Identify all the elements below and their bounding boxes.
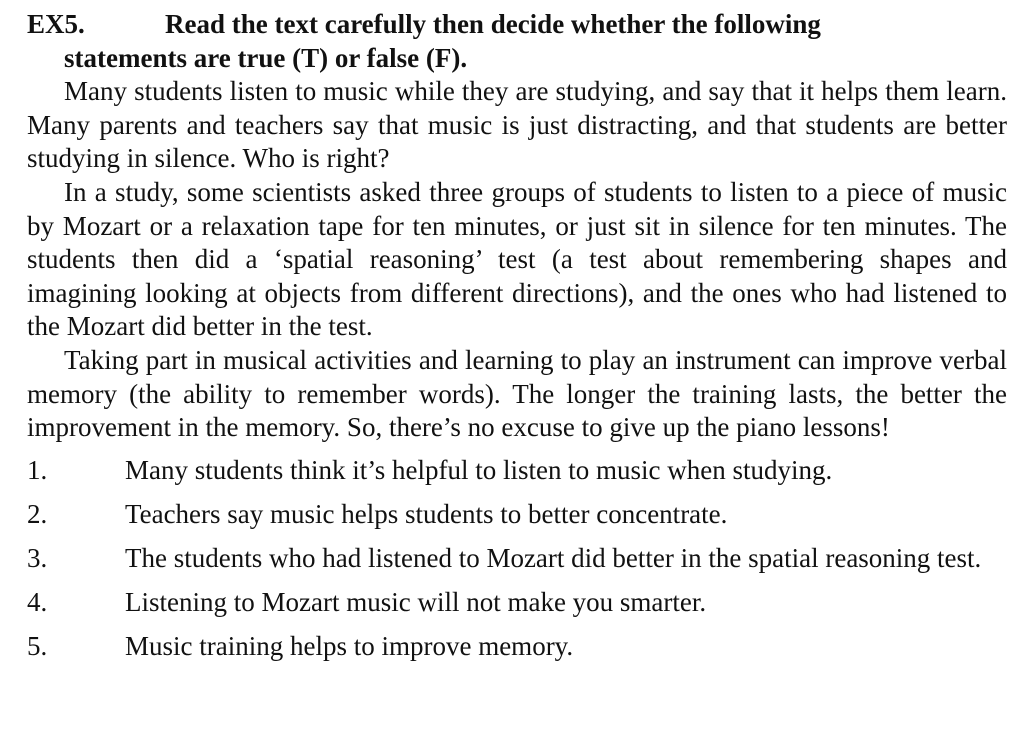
statement-text: Teachers say music helps students to better concentrate.: [125, 498, 728, 529]
statement-item: [27, 454, 1007, 488]
statement-text: Many students think it’s helpful to listen to music when studying.: [125, 454, 833, 485]
statement-item: [27, 542, 1007, 576]
statement-text: Listening to Mozart music will not make you smarter.: [125, 586, 707, 617]
statement-number: 5.: [27, 630, 48, 661]
statement-number: 1.: [27, 454, 48, 485]
statement-item: [27, 498, 1007, 532]
statement-text: The students who had listened to Mozart did better in the spatial reasoning test.: [125, 542, 982, 573]
passage-paragraph-1: Many students listen to music while they are studying, and say that it helps them learn. Many parents and teachers say that music is just distracting, and that students are better studying in silence. Who is right?: [27, 76, 1007, 174]
passage-paragraph-3: Taking part in musical activities and learning to play an instrument can improve verbal memory (the ability to remember words). The longer the training lasts, the better the improvement in the memory. So, there’s no excuse to give up the piano lessons!: [27, 344, 1007, 443]
instruction-line-2: statements are true (T) or false (F).: [64, 42, 468, 73]
statement-number: 4.: [27, 586, 48, 617]
instruction-line-1: Read the text carefully then decide whether the following: [165, 9, 821, 39]
statement-text: Music training helps to improve memory.: [125, 630, 574, 661]
statement-item: [27, 630, 1007, 664]
exercise-heading: [27, 8, 1007, 75]
statement-number: 3.: [27, 542, 48, 573]
statement-list: [27, 454, 1007, 664]
statement-number: 2.: [27, 498, 48, 529]
statement-item: [27, 586, 1007, 620]
exercise-label: EX5.: [27, 9, 85, 39]
passage-paragraph-2: In a study, some scientists asked three groups of students to listen to a piece of music by Mozart or a relaxation tape for ten minutes, or just sit in silence for ten minutes. The students then did a ‘spatial reasoning’ test (a test about remembering shapes and imagining looking at objects from different directions), and the ones who had listened to the Mozart did better in the test.: [27, 176, 1007, 342]
